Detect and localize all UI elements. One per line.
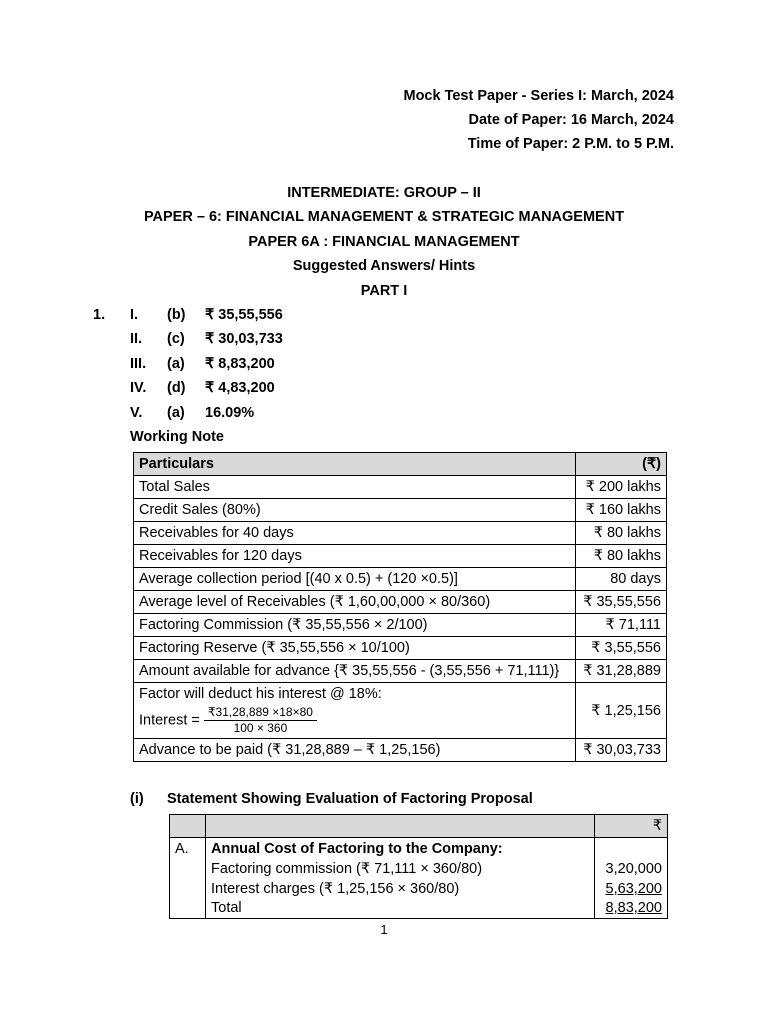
header-currency: ₹: [595, 815, 668, 838]
answer-value: ₹ 30,03,733: [205, 331, 283, 347]
answer-roman: V.: [130, 405, 143, 421]
row-amount: ₹ 71,111: [575, 614, 666, 637]
title-subpaper: PAPER 6A : FINANCIAL MANAGEMENT: [248, 234, 520, 250]
header-blank: [170, 815, 206, 838]
table-row: [134, 522, 667, 545]
working-note-title: Working Note: [130, 429, 224, 445]
interest-fraction: [204, 705, 317, 736]
amount-column: [595, 838, 668, 919]
row-amount: ₹ 35,55,556: [575, 591, 666, 614]
answer-option: (a): [167, 356, 185, 372]
table-row: [134, 637, 667, 660]
answer-roman: III.: [130, 356, 147, 372]
factoring-statement-table: [169, 814, 668, 919]
table-row: [170, 838, 668, 919]
section-content: [206, 838, 595, 919]
fraction-numerator: ₹31,28,889 ×18×80: [204, 705, 317, 721]
interest-particulars: [134, 683, 576, 739]
row-particulars: Total Sales: [134, 476, 576, 499]
header-date: Date of Paper: 16 March, 2024: [468, 112, 674, 128]
cost-item-label: Total: [211, 900, 242, 916]
row-amount: ₹ 80 lakhs: [575, 522, 666, 545]
row-particulars: Receivables for 120 days: [134, 545, 576, 568]
header-blank: [206, 815, 595, 838]
header-amount: (₹): [575, 453, 666, 476]
statement-title: Statement Showing Evaluation of Factoring Proposal: [167, 791, 533, 807]
cost-item-amount: 3,20,000: [605, 861, 662, 877]
header-time: Time of Paper: 2 P.M. to 5 P.M.: [467, 136, 674, 152]
table-row: [134, 476, 667, 499]
title-paper: PAPER – 6: FINANCIAL MANAGEMENT & STRATEGIC MANAGEMENT: [143, 209, 625, 225]
table-row: [134, 591, 667, 614]
title-group: INTERMEDIATE: GROUP – II: [287, 185, 481, 201]
row-amount: ₹ 30,03,733: [575, 739, 666, 762]
row-amount: ₹ 200 lakhs: [575, 476, 666, 499]
title-hints: Suggested Answers/ Hints: [292, 258, 476, 274]
table-row: [134, 614, 667, 637]
answer-option: (d): [167, 380, 186, 396]
interest-label: Interest =: [139, 712, 200, 729]
row-particulars: Receivables for 40 days: [134, 522, 576, 545]
answer-value: ₹ 8,83,200: [205, 356, 275, 372]
row-amount: ₹ 31,28,889: [575, 660, 666, 683]
header-series: Mock Test Paper - Series I: March, 2024: [403, 88, 674, 104]
table-row: [134, 660, 667, 683]
table-row: [134, 499, 667, 522]
answer-option: (b): [167, 307, 186, 323]
row-particulars: Factoring Commission (₹ 35,55,556 × 2/100): [134, 614, 576, 637]
table-row: [134, 545, 667, 568]
section-title: Annual Cost of Factoring to the Company:: [211, 841, 503, 857]
fraction-denominator: 100 × 360: [233, 721, 288, 735]
header-particulars: Particulars: [134, 453, 576, 476]
interest-amount: ₹ 1,25,156: [575, 683, 666, 739]
cost-item-amount: 5,63,200: [605, 881, 662, 897]
answer-value: 16.09%: [205, 405, 255, 421]
row-amount: ₹ 160 lakhs: [575, 499, 666, 522]
table-row: [134, 739, 667, 762]
row-particulars: Advance to be paid (₹ 31,28,889 – ₹ 1,25,156): [134, 739, 576, 762]
row-particulars: Amount available for advance {₹ 35,55,556 - (3,55,556 + 71,111)}: [134, 660, 576, 683]
row-amount: 80 days: [575, 568, 666, 591]
answer-roman: IV.: [130, 380, 147, 396]
title-part: PART I: [360, 283, 408, 299]
answer-value: ₹ 35,55,556: [205, 307, 283, 323]
answer-option: (a): [167, 405, 185, 421]
cost-item-label: Interest charges (₹ 1,25,156 × 360/80): [211, 881, 460, 897]
row-particulars: Credit Sales (80%): [134, 499, 576, 522]
cost-item-label: Factoring commission (₹ 71,111 × 360/80): [211, 861, 483, 877]
answer-option: (c): [167, 331, 185, 347]
section-label: A.: [170, 838, 206, 919]
row-particulars: Factoring Reserve (₹ 35,55,556 × 10/100): [134, 637, 576, 660]
table-row: [134, 568, 667, 591]
answer-roman: I.: [130, 307, 139, 323]
row-particulars: Average level of Receivables (₹ 1,60,00,000 × 80/360): [134, 591, 576, 614]
question-number: 1.: [93, 307, 106, 323]
interest-line1: Factor will deduct his interest @ 18%:: [139, 686, 382, 702]
table-header-row: [170, 815, 668, 838]
page-number: 1: [380, 922, 388, 937]
statement-label: (i): [130, 791, 144, 807]
cost-item-amount: 8,83,200: [605, 900, 662, 916]
interest-row: [134, 683, 667, 739]
working-note-table: [133, 452, 667, 762]
row-amount: ₹ 80 lakhs: [575, 545, 666, 568]
answer-value: ₹ 4,83,200: [205, 380, 275, 396]
answer-roman: II.: [130, 331, 143, 347]
row-particulars: Average collection period [(40 x 0.5) + (120 ×0.5)]: [134, 568, 576, 591]
row-amount: ₹ 3,55,556: [575, 637, 666, 660]
table-header-row: [134, 453, 667, 476]
